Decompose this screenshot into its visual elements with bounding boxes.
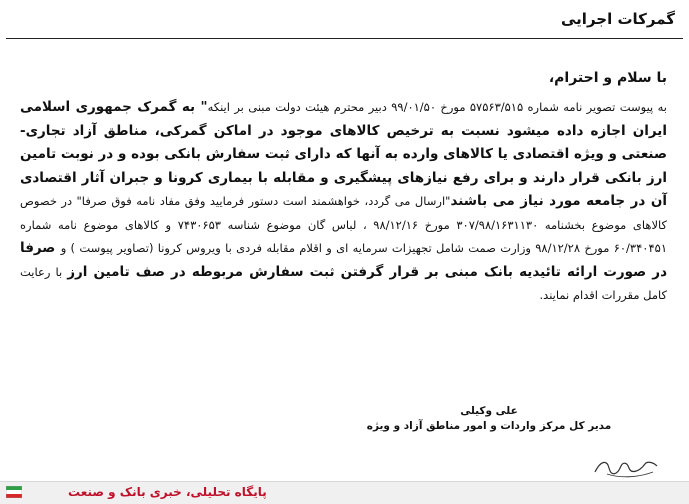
body-closing: با رعایت کامل مقررات اقدام نمایند.: [20, 264, 667, 302]
greeting: با سلام و احترام،: [548, 70, 667, 86]
flag-icon: [6, 486, 22, 498]
body-quote: " به گمرک جمهوری اسلامی ایران اجازه داده میشود نسبت به ترخیص کالاهای موجود در اماکن گمرکی، مناطق آزاد تجاری- صنعتی و ویژه اقتصادی یا کالاهای وارده به آنها که دارای ثبت سفارش بانکی بوده و در نوبت تامین ارز بانکی قرار دارند و برای رفع نیازهای پیشگیری و مقابله با بیماری کرونا و جبران آثار اقتصادی آن در جامعه مورد نیاز می باشند: [20, 99, 667, 209]
letter-body: [20, 96, 667, 308]
page-title: گمرکات اجرایی: [561, 10, 675, 28]
header-divider: [6, 38, 683, 39]
body-request: "ارسال می گردد، خواهشمند است دستور فرمایید وفق مفاد نامه فوق صرفا" در خصوص کالاهای موضوع بخشنامه ۳۰۷/۹۸/۱۶۳۱۱۳۰ مورخ ۹۸/۱۲/۱۶ ، لباس گان موضوع شناسه ۷۴۳۰۶۵۳ و کالاهای موضوع نامه شماره ۶۰/۳۴۰۴۵۱ مورخ ۹۸/۱۲/۲۸ وزارت صمت شامل تجهیزات سرمایه ای و اقلام مقابله فردی با ویروس کرونا (تصاویر پیوست ) و: [20, 194, 667, 255]
body-condition: صرفا در صورت ارائه تائیدیه بانک مبنی بر قرار گرفتن ثبت سفارش مربوطه در صف تامین ارز: [20, 240, 667, 280]
signatory-position: مدیر کل مرکز واردات و امور مناطق آزاد و ویژه: [366, 420, 612, 432]
footer-bar: [0, 481, 689, 504]
signature-block: [319, 404, 659, 434]
body-intro: به پیوست تصویر نامه شماره ۵۷۵۶۳/۵۱۵ مورخ ۹۹/۰۱/۵۰ دبیر محترم هیئت دولت مبنی بر اینکه: [207, 100, 667, 114]
footer-source-text: پایگاه تحلیلی، خبری بانک و صنعت: [68, 485, 267, 499]
handwritten-signature: [587, 452, 667, 480]
signatory-name: علی وکیلی: [460, 405, 518, 417]
